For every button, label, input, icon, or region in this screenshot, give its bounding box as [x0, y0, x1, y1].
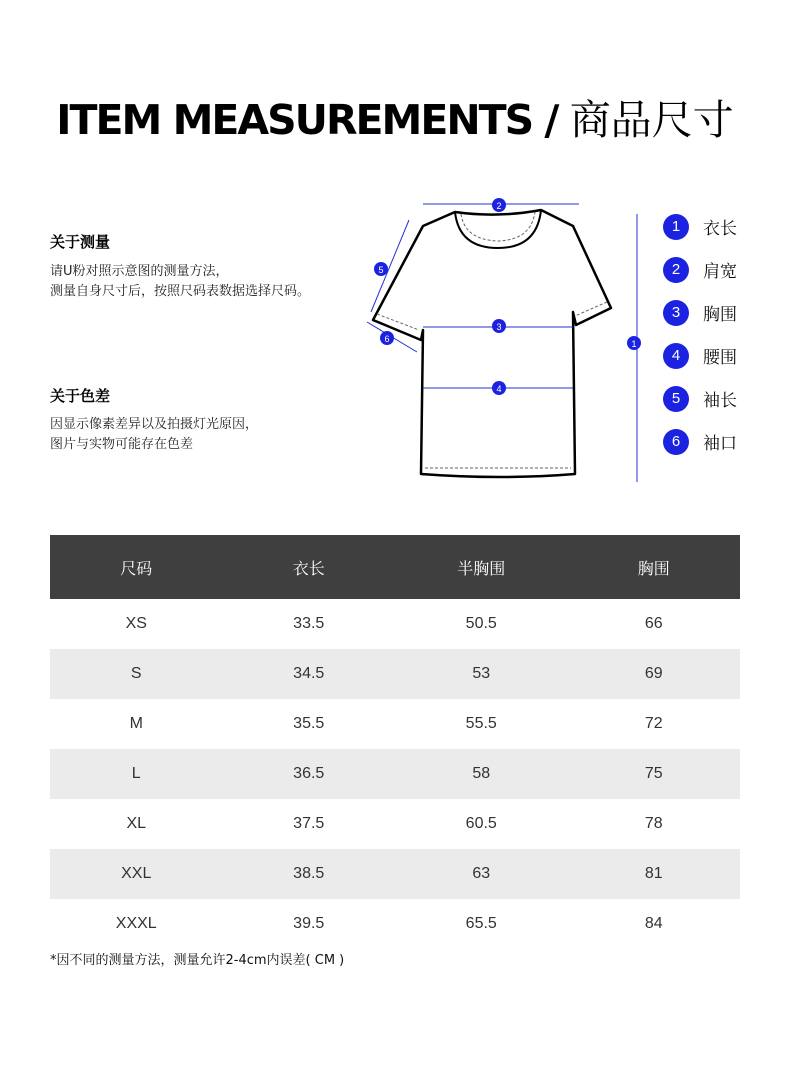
- table-cell: 34.5: [223, 649, 396, 699]
- column-header-half-chest: 半胸围: [395, 535, 568, 599]
- color-note-line: 图片与实物可能存在色差: [50, 437, 194, 452]
- legend-label: 袖口: [703, 434, 737, 454]
- color-note-text: [50, 415, 258, 455]
- svg-text:4: 4: [496, 384, 502, 394]
- table-cell: 75: [568, 749, 741, 799]
- table-cell: L: [50, 749, 223, 799]
- svg-text:5: 5: [378, 265, 384, 275]
- table-cell: M: [129, 715, 143, 732]
- table-row: [50, 649, 740, 699]
- table-cell: 78: [644, 815, 663, 832]
- table-cell: 60.5: [465, 815, 497, 832]
- color-note-heading: 关于色差: [50, 387, 111, 405]
- diagram-marker-6: [380, 331, 394, 345]
- column-header-chest: 胸围: [568, 535, 741, 599]
- table-cell: XXXL: [115, 915, 157, 932]
- table-cell: XXL: [50, 849, 223, 899]
- table-cell: 53: [395, 649, 568, 699]
- diagram-marker-1: [627, 336, 641, 350]
- legend-number-badge: 3: [663, 300, 689, 326]
- page-title-cn: 商品尺寸: [569, 96, 734, 144]
- diagram-marker-3: [492, 319, 506, 333]
- table-cell: 37.5: [293, 815, 325, 832]
- color-note-line: 因显示像素差异以及拍摄灯光原因，: [50, 417, 259, 432]
- legend-item: [663, 248, 783, 291]
- table-cell: S: [50, 649, 223, 699]
- page-title-en: ITEM MEASUREMENTS /: [56, 96, 558, 144]
- legend-label: 肩宽: [703, 262, 737, 282]
- table-row: [50, 849, 740, 899]
- table-cell: 55.5: [465, 715, 497, 732]
- legend-label: 衣长: [703, 219, 737, 239]
- table-cell: 66: [644, 615, 663, 632]
- diagram-marker-4: [492, 381, 506, 395]
- table-row: [50, 749, 740, 799]
- size-table: [50, 535, 740, 949]
- table-cell: 50.5: [465, 615, 497, 632]
- tshirt-diagram: [355, 190, 655, 490]
- legend-label: 胸围: [703, 305, 737, 325]
- table-cell: 33.5: [293, 615, 325, 632]
- legend-item: [663, 420, 783, 463]
- measurement-note-line: 请U粉对照示意图的测量方法，: [50, 264, 229, 279]
- table-row: [50, 699, 740, 749]
- table-cell: 63: [395, 849, 568, 899]
- measurement-note-text: [50, 262, 310, 302]
- size-table-header-row: [50, 535, 740, 599]
- legend-number-badge: 6: [663, 429, 689, 455]
- measurement-legend: [663, 205, 783, 463]
- table-cell: 84: [644, 915, 663, 932]
- measurement-note-heading: 关于测量: [50, 233, 111, 251]
- table-cell: 69: [568, 649, 741, 699]
- legend-label: 袖长: [703, 391, 737, 411]
- legend-number-badge: 1: [663, 214, 689, 240]
- legend-number-badge: 2: [663, 257, 689, 283]
- legend-number-badge: 5: [663, 386, 689, 412]
- table-cell: 72: [644, 715, 663, 732]
- table-cell: 81: [568, 849, 741, 899]
- table-cell: 39.5: [293, 915, 325, 932]
- tshirt-outline: [373, 210, 611, 477]
- measurement-note-line: 测量自身尺寸后，按照尺码表数据选择尺码。: [50, 284, 311, 299]
- legend-item: [663, 291, 783, 334]
- legend-number-badge: 4: [663, 343, 689, 369]
- svg-text:2: 2: [496, 201, 502, 211]
- table-row: [50, 899, 740, 949]
- table-row: [50, 599, 740, 649]
- table-cell: 38.5: [223, 849, 396, 899]
- svg-text:3: 3: [496, 322, 502, 332]
- diagram-marker-2: [492, 198, 506, 212]
- table-cell: XL: [126, 815, 147, 832]
- svg-text:6: 6: [384, 334, 390, 344]
- column-header-length: 衣长: [223, 535, 396, 599]
- legend-item: [663, 377, 783, 420]
- footnote: *因不同的测量方法，测量允许2-4cm内误差( CM ): [50, 953, 345, 968]
- page-title: [0, 92, 790, 148]
- column-header-size: 尺码: [50, 535, 223, 599]
- legend-label: 腰围: [703, 348, 737, 368]
- table-cell: 65.5: [465, 915, 497, 932]
- table-cell: XS: [125, 615, 147, 632]
- table-row: [50, 799, 740, 849]
- table-cell: 35.5: [293, 715, 325, 732]
- table-cell: 36.5: [223, 749, 396, 799]
- table-cell: 58: [395, 749, 568, 799]
- legend-item: [663, 205, 783, 248]
- diagram-marker-5: [374, 262, 388, 276]
- svg-text:1: 1: [631, 339, 637, 349]
- legend-item: [663, 334, 783, 377]
